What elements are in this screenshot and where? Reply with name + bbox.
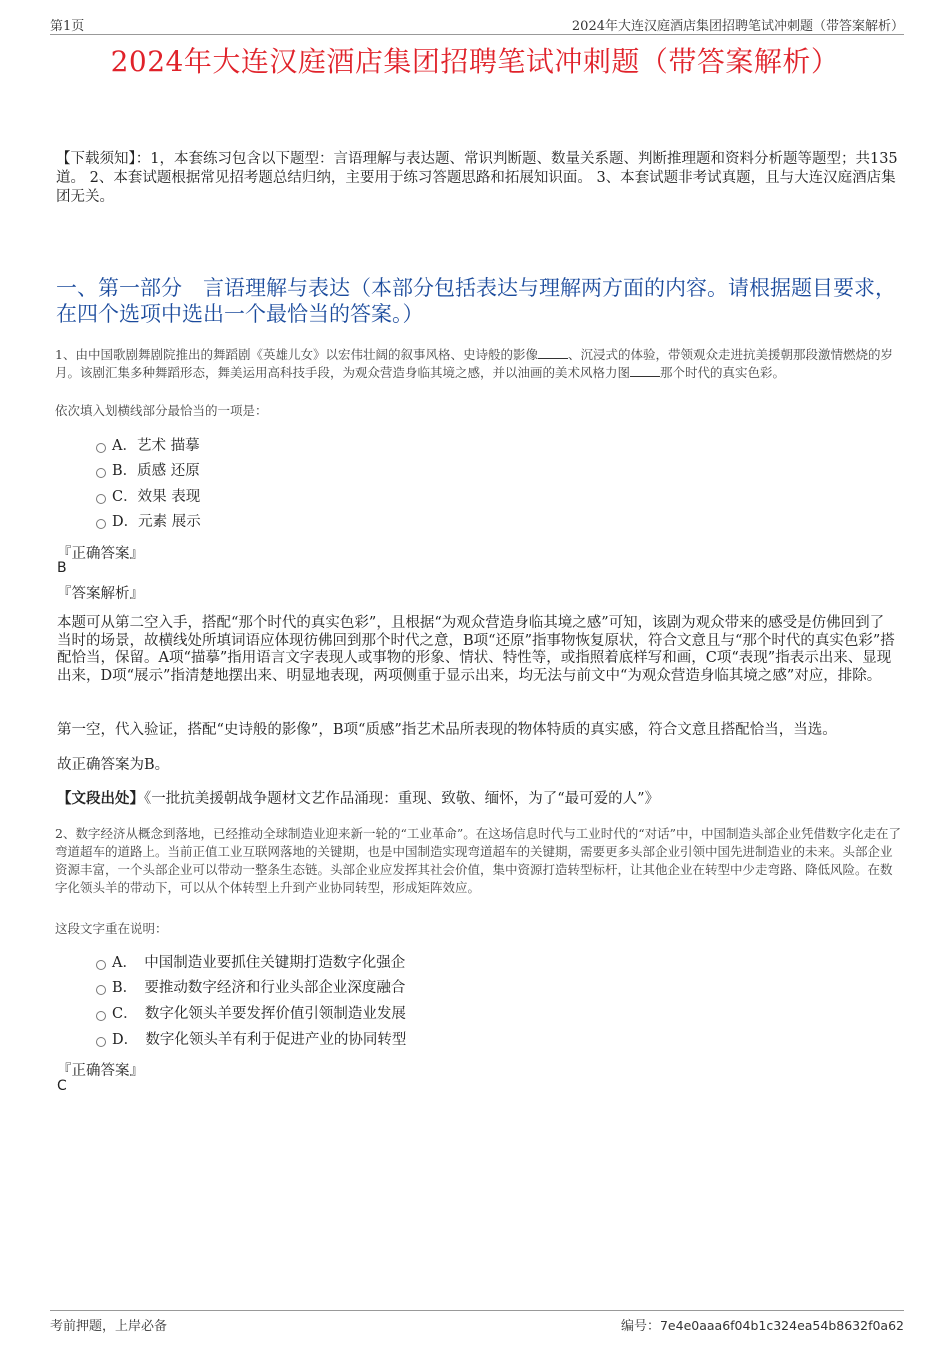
- page-number: 第1页: [50, 19, 85, 34]
- q1-option-a[interactable]: A．艺术 描摹: [96, 436, 200, 456]
- q1-answer: B: [57, 560, 67, 576]
- download-notice: 【下载须知】：1，本套练习包含以下题型：言语理解与表达题、常识判断题、数量关系题、判断推理题和资料分析题等题型；共135道。 2、本套试题根据常见招考题总结归纳，主要用于练习答题思路和拓展知识面。 3、本套试题非考试真题，且与大连汉庭酒店集团无关。: [56, 151, 898, 205]
- q2-option-c[interactable]: C． 数字化领头羊要发挥价值引领制造业发展: [96, 1004, 406, 1024]
- question-2-text: 2、数字经济从概念到落地，已经推动全球制造业迎来新一轮的“工业革命”。在这场信息时代与工业时代的“对话”中，中国制造头部企业凭借数字化走在了弯道超车的道路上。当前正值工业互联网落地的关键期，也是中国制造实现弯道超车的关键期，需要更多头部企业引领中国先进制造业的未来。头部企业资源丰富，一个头部企业可以带动一整条生态链。头部企业应发挥其社会价值，集中资源打造转型标杆，让其他企业在转型中少走弯路、降低风险。在数字化领头羊的带动下，可以从个体转型上升到产业协同转型，形成矩阵效应。: [55, 826, 902, 895]
- q1-blank-1: [538, 346, 568, 359]
- q2-option-b[interactable]: B． 要推动数字经济和行业头部企业深度融合: [96, 978, 405, 998]
- footer-code-label: 编号：: [620, 1319, 660, 1334]
- q1-answer-label: 『正确答案』: [57, 546, 144, 562]
- q1-text-b: 、沉浸式的体验，带领观众走进抗美援朝那段激情燃烧的岁月。该剧汇集多种舞蹈形态，舞美运用高科技手段，为观众营造身临其境之感，并以油画的美术风格力图: [55, 347, 893, 380]
- radio-icon[interactable]: [96, 960, 106, 970]
- q1-source-label: 【文段出处】: [57, 790, 144, 807]
- q1-option-c[interactable]: C．效果 表现: [96, 487, 200, 507]
- footer-code: [621, 1315, 904, 1334]
- radio-icon[interactable]: [96, 443, 106, 453]
- page-footer: [50, 1310, 904, 1334]
- q1-analysis-1: 本题可从第二空入手，搭配“那个时代的真实色彩”，且根据“为观众营造身临其境之感”可知，该剧为观众带来的感受是仿佛回到了当时的场景，故横线处所填词语应体现彷佛回到那个时代之意，B项“还原”指事物恢复原状，符合文意且与“那个时代的真实色彩”搭配恰当，保留。A项“描摹”指用语言文字表现人或事物的形象、情状、特性等，或指照着底样写和画，C项“表现”指表示出来、显现出来，D项“展示”指清楚地摆出来、明显地表现，两项侧重于显示出来，均无法与前文中“为观众营造身临其境之感”对应，排除。: [57, 615, 895, 684]
- radio-icon[interactable]: [96, 519, 106, 529]
- q1-analysis-3: 故正确答案为B。: [57, 757, 170, 773]
- q1-text-c: 那个时代的真实色彩。: [660, 365, 786, 380]
- q1-source: [57, 790, 897, 809]
- document-title: 2024年大连汉庭酒店集团招聘笔试冲刺题（带答案解析）: [110, 45, 840, 78]
- q1-analysis-2: 第一空，代入验证，搭配“史诗般的影像”，B项“质感”指艺术品所表现的物体特质的真实感，符合文意且搭配恰当，当选。: [57, 722, 837, 738]
- page-header: [50, 14, 904, 35]
- q1-blank-2: [630, 364, 660, 377]
- radio-icon[interactable]: [96, 494, 106, 504]
- q1-prompt: 依次填入划横线部分最恰当的一项是：: [55, 403, 268, 418]
- q2-option-a[interactable]: A． 中国制造业要抓住关键期打造数字化强企: [96, 953, 405, 973]
- radio-icon[interactable]: [96, 468, 106, 478]
- q2-answer-label: 『正确答案』: [57, 1063, 144, 1079]
- radio-icon[interactable]: [96, 1011, 106, 1021]
- footer-slogan: 考前押题，上岸必备: [50, 1319, 168, 1334]
- q1-option-b[interactable]: B．质感 还原: [96, 461, 200, 481]
- section-heading: 一、第一部分 言语理解与表达（本部分包括表达与理解两方面的内容。请根据题目要求，在四个选项中选出一个最恰当的答案。）: [56, 276, 896, 326]
- q2-prompt: 这段文字重在说明：: [55, 921, 168, 936]
- radio-icon[interactable]: [96, 1037, 106, 1047]
- q1-option-d[interactable]: D．元素 展示: [96, 512, 201, 532]
- q1-source-text: 《一批抗美援朝战争题材文艺作品涌现：重现、致敬、缅怀，为了“最可爱的人”》: [144, 791, 660, 807]
- header-doc-title: 2024年大连汉庭酒店集团招聘笔试冲刺题（带答案解析）: [571, 19, 904, 34]
- q1-text-a: 1、由中国歌剧舞剧院推出的舞蹈剧《英雄儿女》以宏伟壮阔的叙事风格、史诗般的影像: [55, 347, 538, 362]
- q2-answer: C: [57, 1078, 67, 1094]
- footer-code-value: 7e4e0aaa6f04b1c324ea54b8632f0a62: [659, 1318, 904, 1333]
- radio-icon[interactable]: [96, 985, 106, 995]
- question-1-text: [55, 346, 903, 382]
- q2-option-d[interactable]: D． 数字化领头羊有利于促进产业的协同转型: [96, 1030, 406, 1050]
- q1-analysis-label: 『答案解析』: [57, 586, 144, 602]
